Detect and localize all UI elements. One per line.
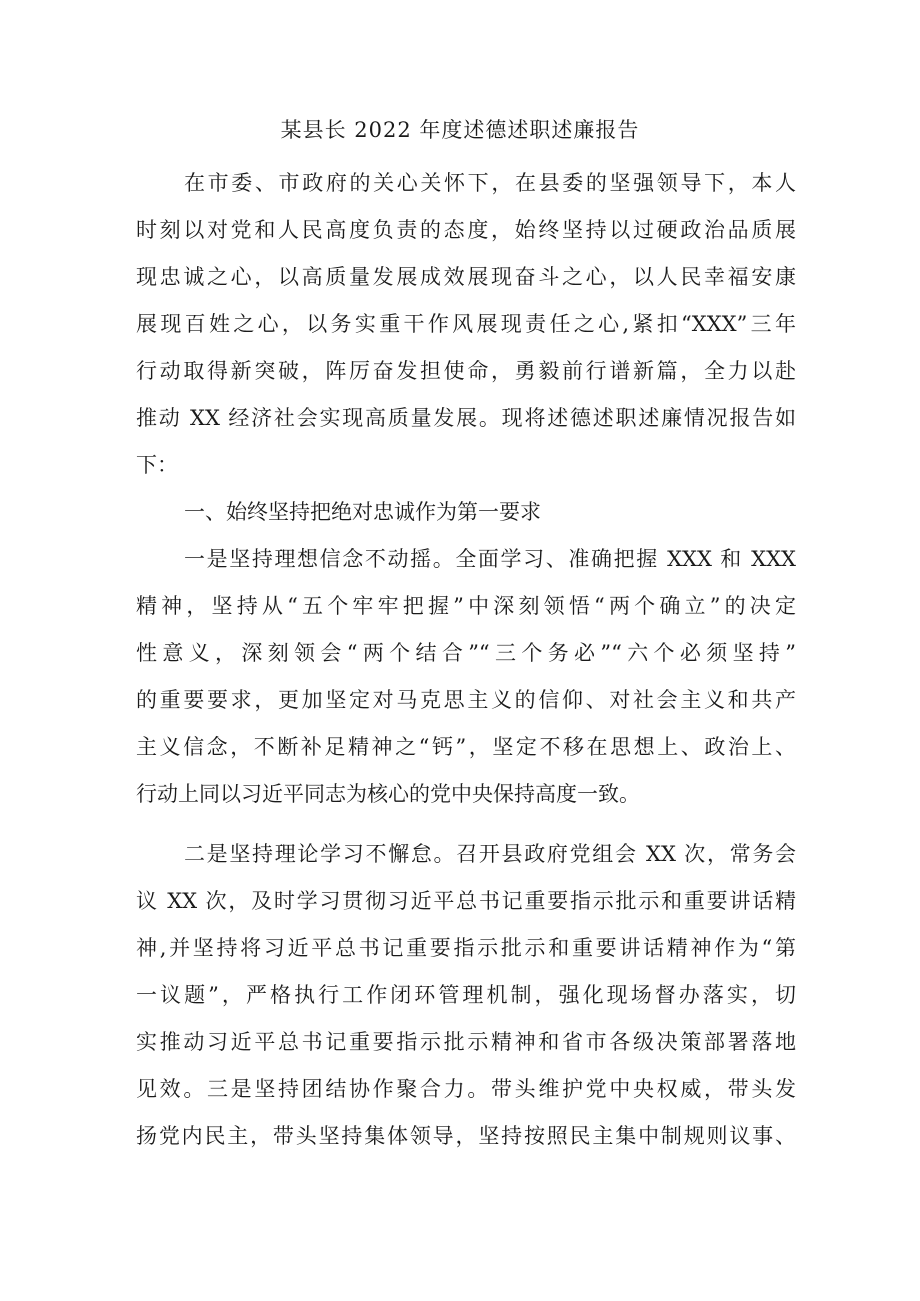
- intro-line: 下：: [136, 453, 178, 477]
- paragraph-line: 扬党内民主，带头坚持集体领导，坚持按照民主集中制规则议事、: [136, 1124, 796, 1148]
- paragraph-line: 神,并坚持将习近平总书记重要指示批示和重要讲话精神作为“第: [136, 936, 796, 960]
- paragraph-line: 二是坚持理论学习不懈怠。召开县政府党组会 XX 次，常务会: [184, 842, 796, 866]
- intro-line: 展现百姓之心，以务实重干作风展现责任之心,紧扣“XXX”三年: [136, 312, 796, 336]
- paragraph-line: 一是坚持理想信念不动摇。全面学习、准确把握 XXX 和 XXX: [184, 547, 796, 571]
- paragraph-line: 的重要要求，更加坚定对马克思主义的信仰、对社会主义和共产: [136, 688, 796, 712]
- paragraph-spacer: [136, 818, 796, 831]
- paragraph-line: 实推动习近平总书记重要指示批示精神和省市各级决策部署落地: [136, 1030, 796, 1054]
- intro-line: 行动取得新突破，阵厉奋发担使命，勇毅前行谱新篇，全力以赴: [136, 359, 796, 383]
- intro-line: 时刻以对党和人民高度负责的态度，始终坚持以过硬政治品质展: [136, 218, 796, 242]
- paragraph-line: 一议题”，严格执行工作闭环管理机制，强化现场督办落实，切: [136, 983, 796, 1007]
- paragraph-line: 精神，坚持从“五个牢牢把握”中深刻领悟“两个确立”的决定: [136, 594, 796, 618]
- document-body: [136, 160, 796, 1160]
- section-heading: 一、始终坚持把绝对忠诚作为第一要求: [184, 500, 541, 524]
- intro-line: 在市委、市政府的关心关怀下，在县委的坚强领导下，本人: [184, 171, 796, 195]
- paragraph-line: 行动上同以习近平同志为核心的党中央保持高度一致。: [136, 782, 640, 806]
- intro-line: 推动 XX 经济社会实现高质量发展。现将述德述职述廉情况报告如: [136, 406, 796, 430]
- intro-line: 现忠诚之心，以高质量发展成效展现奋斗之心，以人民幸福安康: [136, 265, 796, 289]
- document-title: 某县长 2022 年度述德述职述廉报告: [280, 118, 640, 142]
- paragraph-line: 见效。三是坚持团结协作聚合力。带头维护党中央权威，带头发: [136, 1077, 796, 1101]
- paragraph-line: 主义信念，不断补足精神之“钙”，坚定不移在思想上、政治上、: [136, 735, 796, 759]
- paragraph-line: 议 XX 次，及时学习贯彻习近平总书记重要指示批示和重要讲话精: [136, 889, 796, 913]
- paragraph-line: 性意义，深刻领会“两个结合”“三个务必”“六个必须坚持”: [136, 641, 796, 665]
